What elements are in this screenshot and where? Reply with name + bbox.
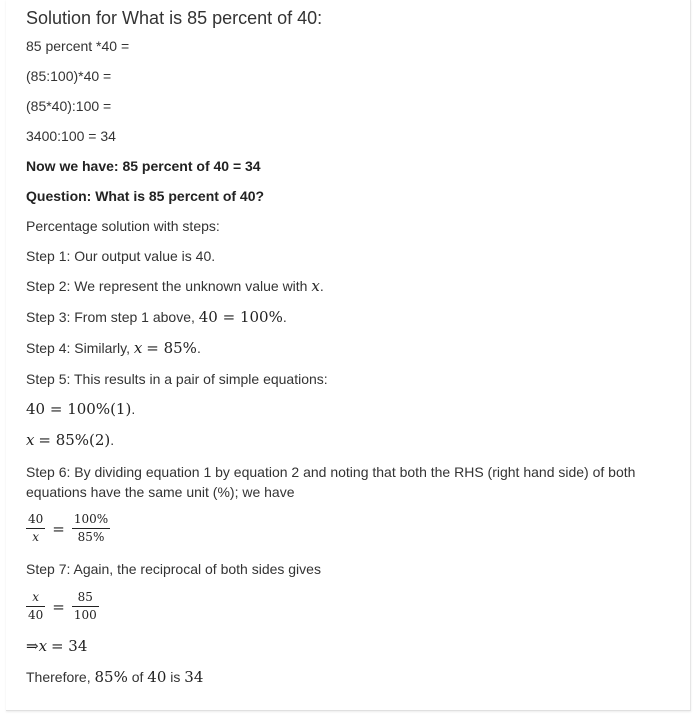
fraction-left-2-numerator: x	[26, 590, 45, 607]
fraction-left-1	[26, 512, 45, 545]
result-statement: Now we have: 85 percent of 40 = 34	[26, 158, 261, 174]
implies-line	[26, 636, 87, 656]
calc-line-3: (85*40):100 =	[26, 98, 112, 114]
step-3: Step 3: From step 1 above, 40 = 100%.	[26, 308, 287, 326]
implies-math: = 34	[50, 637, 88, 655]
conclusion-result: 34	[184, 668, 204, 686]
fraction-left-2	[26, 590, 45, 623]
fraction-left-1-denominator: x	[32, 530, 40, 544]
fraction-left-1-numerator: 40	[26, 512, 45, 529]
calc-line-4: 3400:100 = 34	[26, 128, 116, 144]
step-4-text: Step 4: Similarly,	[26, 340, 130, 356]
step-7: Step 7: Again, the reciprocal of both sides gives	[26, 561, 321, 577]
solution-panel	[6, 0, 691, 711]
conclusion-is: is	[170, 669, 181, 685]
fraction-right-1	[72, 512, 110, 545]
step-4-math: = 85%	[146, 339, 197, 357]
equation-2: x = 85%(2).	[26, 431, 115, 449]
conclusion-of: of	[131, 669, 144, 685]
implies-variable: x	[38, 637, 48, 655]
step-2: Step 2: We represent the unknown value with x.	[26, 277, 324, 295]
conclusion-word: Therefore,	[26, 669, 91, 685]
step-3-text: Step 3: From step 1 above,	[26, 309, 195, 325]
step-1: Step 1: Our output value is 40.	[26, 248, 216, 264]
fraction-right-2	[72, 590, 99, 623]
equation-2-math: = 85%(2)	[38, 431, 111, 449]
conclusion	[26, 667, 203, 687]
equation-2-variable: x	[26, 431, 35, 449]
fraction-right-2-numerator: 85	[72, 590, 99, 607]
step-6-line-1: Step 6: By dividing equation 1 by equation 2 and noting that both the RHS (right hand side) of both	[26, 464, 636, 480]
conclusion-percent: 85%	[94, 668, 128, 686]
implies-arrow-icon: ⇒	[26, 637, 39, 655]
fraction-right-1-numerator: 100%	[72, 512, 110, 529]
step-5: Step 5: This results in a pair of simple equations:	[26, 371, 328, 387]
step-3-math: 40 = 100%	[198, 308, 283, 326]
step-2-variable: x	[311, 277, 320, 295]
calc-line-1: 85 percent *40 =	[26, 38, 130, 54]
fraction-equation-2: $\frac{x}{40}$ = $\frac{85}{100}$	[28, 590, 97, 622]
fraction-right-2-denominator: 100	[73, 608, 97, 622]
equation-1-math: 40 = 100%(1)	[26, 400, 132, 418]
question-heading: Question: What is 85 percent of 40?	[26, 188, 265, 204]
fraction-equation-1: $\frac{40}{x}$ = $\frac{100\%}{85\%}$	[28, 512, 109, 544]
step-4-variable: x	[133, 339, 143, 357]
page-title: Solution for What is 85 percent of 40:	[26, 8, 323, 28]
step-2-text: Step 2: We represent the unknown value with	[26, 278, 308, 294]
equation-1: 40 = 100%(1).	[26, 400, 136, 418]
steps-intro: Percentage solution with steps:	[26, 218, 220, 234]
fraction-right-1-denominator: 85%	[77, 530, 105, 544]
conclusion-base: 40	[147, 668, 167, 686]
calc-line-2: (85:100)*40 =	[26, 68, 112, 84]
step-4: Step 4: Similarly, x = 85%.	[26, 339, 201, 357]
step-6-line-2: equations have the same unit (%); we have	[26, 484, 295, 500]
fraction-left-2-denominator: 40	[28, 608, 44, 622]
